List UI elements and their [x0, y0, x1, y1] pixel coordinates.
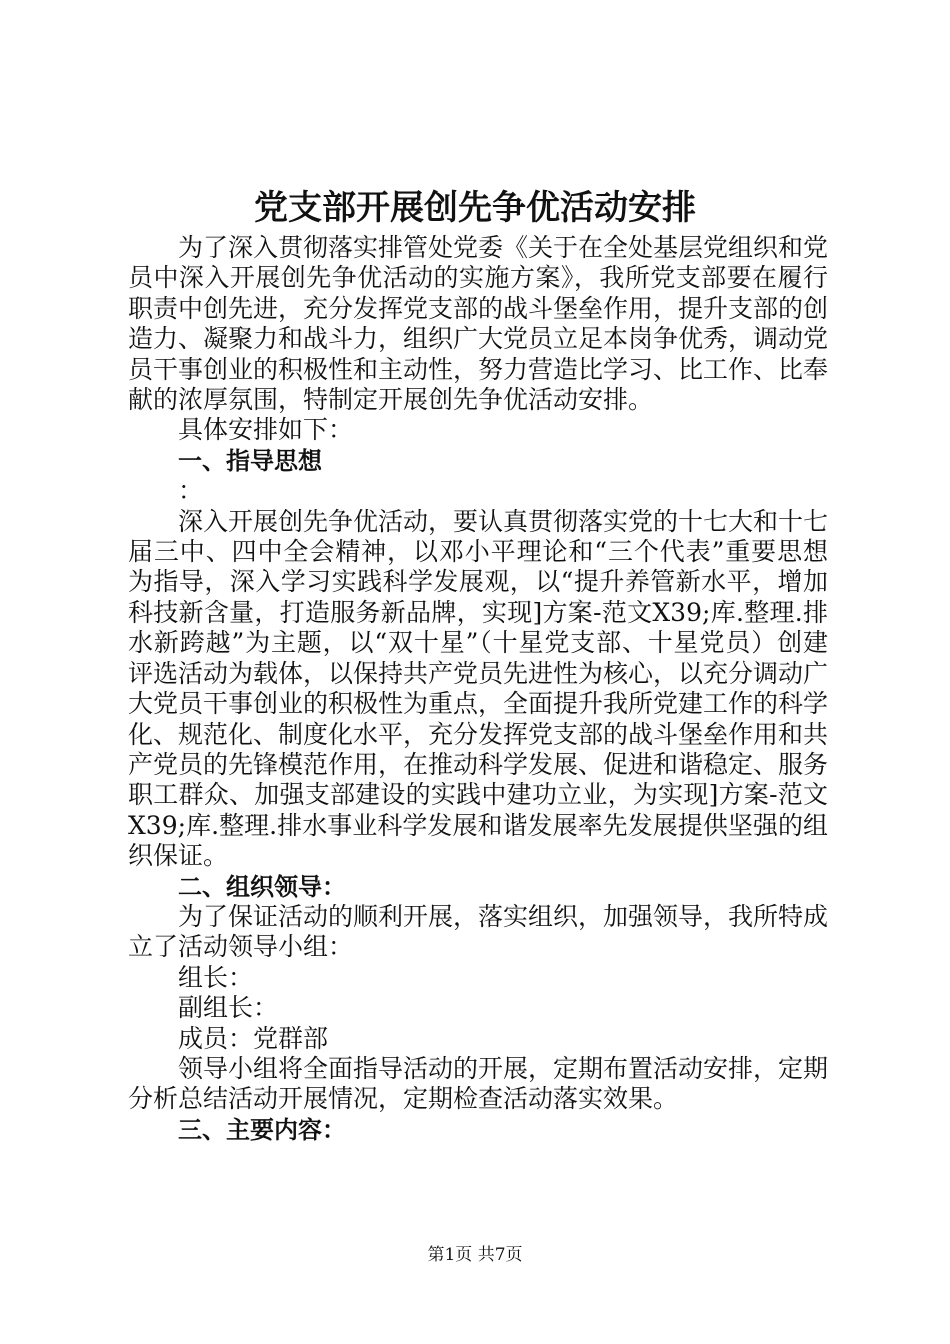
- guiding-thought-paragraph: 深入开展创先争优活动，要认真贯彻落实党的十七大和十七届三中、四中全会精神，以邓小平理论和“三个代表”重要思想为指导，深入学习实践科学发展观，以“提升养管新水平，增加科技新含量，打造服务新品牌，实现]方案-范文X39;库.整理.排水新跨越”为主题，以“双十星”（十星党支部、十星党员）创建评选活动为载体，以保持共产党员先进性为核心，以充分调动广大党员干事创业的积极性为重点，全面提升我所党建工作的科学化、规范化、制度化水平，充分发挥党支部的战斗堡垒作用和共产党员的先锋模范作用，在推动科学发展、促进和谐稳定、服务职工群众、加强支部建设的实践中建功立业，为实现]方案-范文X39;库.整理.排水事业科学发展和谐发展率先发展提供坚强的组织保证。: [128, 506, 829, 871]
- section-heading-organization: 二、组织领导：: [178, 872, 346, 901]
- leader-line: 组长：: [178, 962, 254, 992]
- intro-line: 具体安排如下：: [178, 415, 354, 445]
- page-number: 第1页 共7页: [427, 1245, 523, 1265]
- organization-paragraph: 为了保证活动的顺利开展，落实组织，加强领导，我所特成立了活动领导小组：: [128, 901, 829, 962]
- section-heading-main-content: 三、主要内容：: [178, 1115, 346, 1144]
- duties-paragraph: 领导小组将全面指导活动的开展，定期布置活动安排，定期分析总结活动开展情况，定期检查活动落实效果。: [128, 1053, 829, 1114]
- section-colon: ：: [178, 476, 204, 506]
- section-heading-guiding-thought: 一、指导思想: [178, 446, 322, 475]
- intro-paragraph: 为了深入贯彻落实排管处党委《关于在全处基层党组织和党员中深入开展创先争优活动的实施方案》，我所党支部要在履行职责中创先进，充分发挥党支部的战斗堡垒作用，提升支部的创造力、凝聚力和战斗力，组织广大党员立足本岗争优秀，调动党员干事创业的积极性和主动性，努力营造比学习、比工作、比奉献的浓厚氛围，特制定开展创先争优活动安排。: [128, 233, 829, 415]
- members-line: 成员：党群部: [178, 1023, 329, 1053]
- document-title: 党支部开展创先争优活动安排: [254, 188, 696, 228]
- document-body: [128, 233, 828, 1145]
- deputy-leader-line: 副组长：: [178, 993, 279, 1023]
- page-footer: [0, 1243, 950, 1267]
